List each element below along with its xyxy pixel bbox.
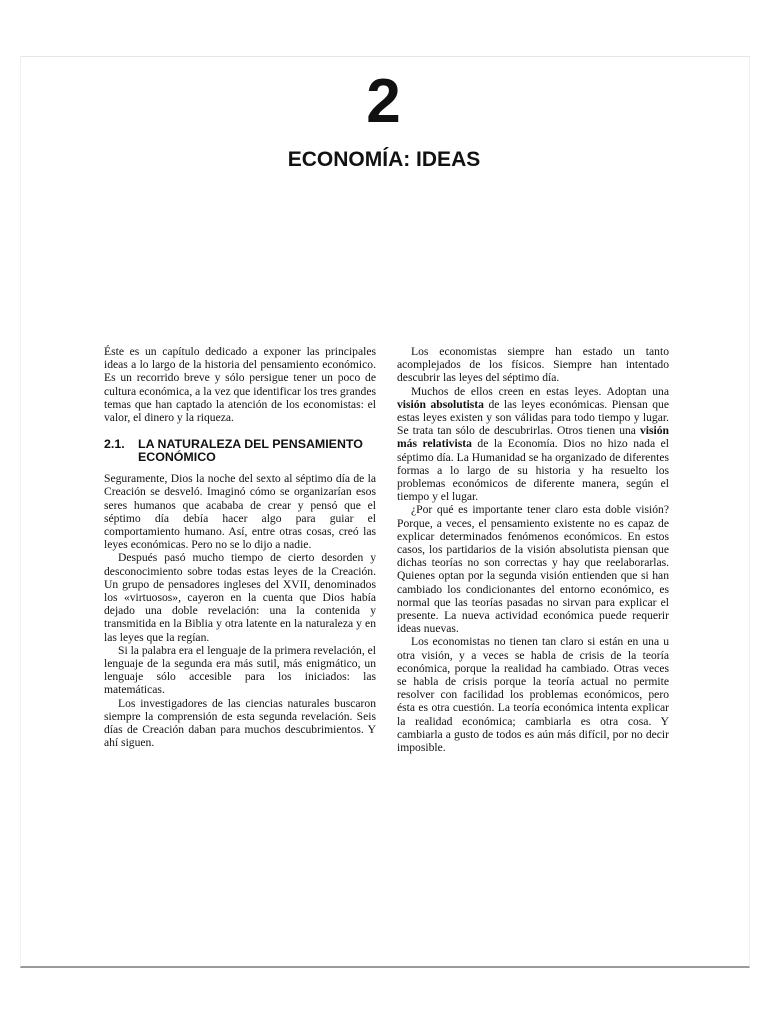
left-column xyxy=(104,345,376,749)
text-run: de la Economía. Dios no hizo nada el séptimo día. La Humanidad se ha organizado de diferentes formas a lo largo de su historia y ha resuelto los problemas económicos de diferente manera, según el tiempo y el lugar. xyxy=(397,437,669,504)
body-paragraph: Los investigadores de las ciencias naturales buscaron siempre la comprensión de esta segunda revelación. Seis días de Creación daban para muchos descubrimientos. Y ahí siguen. xyxy=(104,696,376,750)
bold-term: visión absolutista xyxy=(397,397,484,411)
body-paragraph: Los economistas no tienen tan claro si están en una u otra visión, y a veces se habla de crisis de la teoría económica, porque la realidad ha cambiado. Otras veces se habla de crisis porque la teoría actual no permite resolver con facilidad los problemas económicos, pero ésta es otra cuestión. La teoría económica intenta explicar la realidad económica; cambiarla es otra cosa. Y cambiarla a gusto de todos es aún más difícil, por no decir imposible. xyxy=(397,635,669,755)
body-paragraph xyxy=(397,385,669,504)
section-number: 2.1. xyxy=(104,437,125,452)
section-title: LA NATURALEZA DEL PENSAMIENTO ECONÓMICO xyxy=(138,437,363,465)
chapter-title: ECONOMÍA: IDEAS xyxy=(287,148,481,171)
text-run: de las leyes económicas. Piensan que estas leyes existen y son válidas para todo tiempo y lugar. Se trata tan sólo de descubrirlas. Otros tienen una xyxy=(397,397,669,438)
chapter-number: 2 xyxy=(366,67,402,136)
intro-paragraph: Éste es un capítulo dedicado a exponer las principales ideas a lo largo de la historia del pensamiento económico. Es un recorrido breve y sólo persigue tener un poco de cultura económica, a la vez que identificar los tres grandes temas que han captado la atención de los economistas: el valor, el dinero y la riqueza. xyxy=(104,345,376,425)
section-heading xyxy=(104,438,376,464)
bold-term: visión más relativista xyxy=(397,424,669,451)
text-run: Muchos de ellos creen en estas leyes. Adoptan una xyxy=(411,384,669,398)
right-column xyxy=(397,345,669,754)
body-paragraph: ¿Por qué es importante tener claro esta doble visión? Porque, a veces, el pensamiento existente no es capaz de explicar determinados fenómenos económicos. En estos casos, los partidarios de la visión absolutista piensan que dichas teorías no son correctas y hay que reelaborarlas. Quienes optan por la segunda visión entienden que si han cambiado los condicionantes del entorno económico, es normal que las teorías pasadas no sirvan para explicar el presente. La nueva actividad económica puede requerir ideas nuevas. xyxy=(397,503,669,636)
body-paragraph: Después pasó mucho tiempo de cierto desorden y desconocimiento sobre todas estas leyes de la Creación. Un grupo de pensadores ingleses del XVII, denominados los «virtuosos», cayeron en la cuenta que Dios había dejado una doble revelación: una la contenida y transmitida en la Biblia y otra latente en la naturaleza y en las leyes que la regían. xyxy=(104,551,376,644)
body-paragraph: Si la palabra era el lenguaje de la primera revelación, el lenguaje de la segunda era más sutil, más enigmático, un lenguaje sólo accesible para los iniciados: las matemáticas. xyxy=(104,643,376,697)
body-paragraph: Seguramente, Dios la noche del sexto al séptimo día de la Creación se desveló. Imaginó cómo se organizarían esos seres humanos que acababa de crear y pensó que el séptimo día debía hacer algo para guiar el comportamiento humano. Así, entre otras cosas, creó las leyes económicas. Pero no se lo dijo a nadie. xyxy=(104,472,376,552)
body-paragraph: Los economistas siempre han estado un tanto acomplejados de los físicos. Siempre han intentado descubrir las leyes del séptimo día. xyxy=(397,345,669,385)
